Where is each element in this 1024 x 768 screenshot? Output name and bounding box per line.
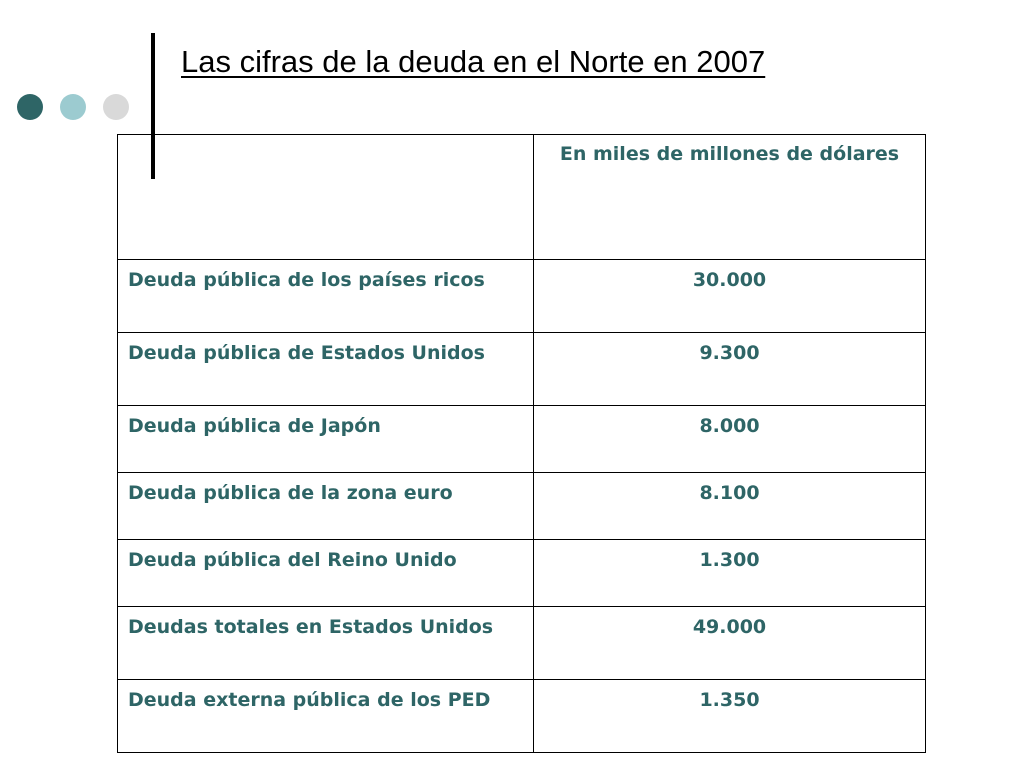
row-label-cell bbox=[118, 680, 534, 753]
decorative-dot-dark bbox=[17, 94, 43, 120]
table-row bbox=[118, 680, 926, 753]
row-value: 49.000 bbox=[534, 607, 926, 680]
table-row bbox=[118, 333, 926, 406]
row-label-cell bbox=[118, 333, 534, 406]
decorative-dot-light-teal bbox=[60, 94, 86, 120]
row-value: 30.000 bbox=[534, 260, 926, 333]
row-value: 1.300 bbox=[534, 540, 926, 607]
row-label: Deuda pública de Estados Unidos bbox=[128, 342, 485, 364]
row-label: Deuda externa pública de los PED bbox=[128, 689, 491, 711]
debt-table bbox=[117, 134, 926, 753]
table-header-row bbox=[118, 135, 926, 260]
row-value: 1.350 bbox=[534, 680, 926, 753]
row-label: Deuda pública del Reino Unido bbox=[128, 549, 457, 571]
table-row bbox=[118, 607, 926, 680]
table-row bbox=[118, 473, 926, 540]
table-row bbox=[118, 540, 926, 607]
row-value: 8.000 bbox=[534, 406, 926, 473]
row-label: Deuda pública de Japón bbox=[128, 415, 381, 437]
row-label-cell bbox=[118, 607, 534, 680]
table-row bbox=[118, 260, 926, 333]
table-header-value-cell: En miles de millones de dólares bbox=[534, 135, 926, 260]
slide-title: Las cifras de la deuda en el Norte en 2007 bbox=[181, 44, 766, 79]
row-label: Deudas totales en Estados Unidos bbox=[128, 616, 494, 638]
table-header-label-cell bbox=[118, 135, 534, 260]
row-label-cell bbox=[118, 260, 534, 333]
row-label-cell bbox=[118, 473, 534, 540]
decorative-dot-gray bbox=[103, 94, 129, 120]
row-value: 8.100 bbox=[534, 473, 926, 540]
table-row bbox=[118, 406, 926, 473]
row-label-cell bbox=[118, 406, 534, 473]
row-value: 9.300 bbox=[534, 333, 926, 406]
row-label: Deuda pública de la zona euro bbox=[128, 482, 453, 504]
row-label-cell bbox=[118, 540, 534, 607]
row-label: Deuda pública de los países ricos bbox=[128, 269, 485, 291]
